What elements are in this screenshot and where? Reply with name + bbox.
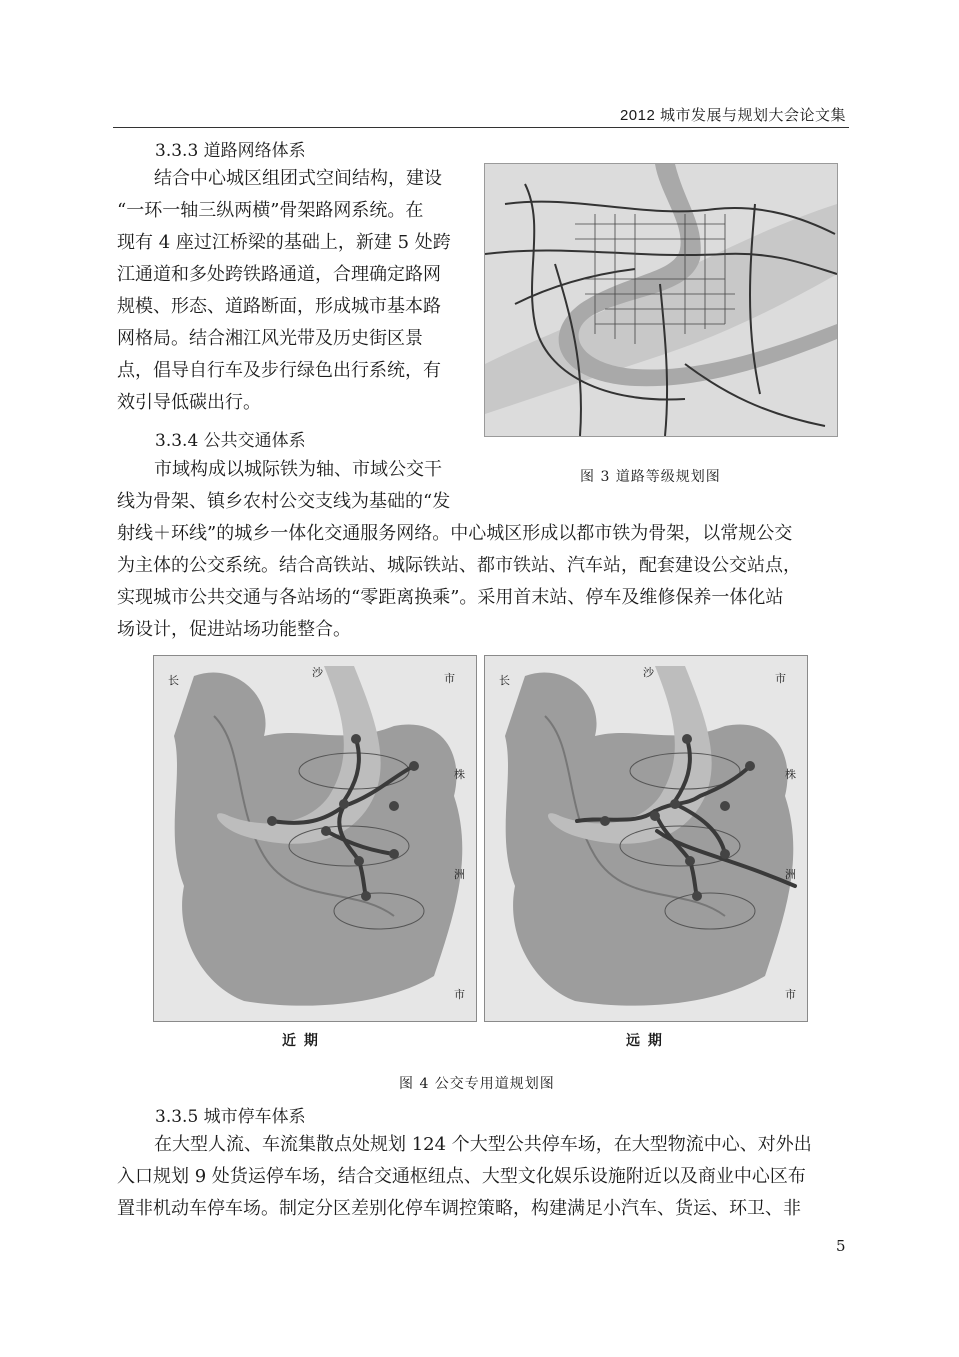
figure-3-caption: 图 3 道路等级规划图	[580, 469, 721, 485]
map-label-chang: 长	[168, 674, 179, 687]
header-rule	[113, 127, 849, 128]
running-header: 2012 城市发展与规划大会论文集	[619, 107, 846, 124]
page-number: 5	[836, 1237, 846, 1255]
paragraph-line: 规模、形态、道路断面，形成城市基本路	[117, 296, 441, 317]
paragraph-line: 为主体的公交系统。结合高铁站、城际铁站、都市铁站、汽车站，配套建设公交站点，	[117, 555, 801, 576]
paragraph-line: “一环一轴三纵两横”骨架路网系统。在	[117, 200, 424, 221]
paragraph-line: 点，倡导自行车及步行绿色出行系统，有	[117, 360, 441, 381]
road-network-map-graphic	[485, 164, 837, 436]
map-label-chang: 长	[499, 674, 510, 687]
figure-4-map-long-term	[484, 655, 808, 1022]
map-label-sha: 沙	[643, 666, 654, 679]
paragraph-line: 效引导低碳出行。	[117, 392, 261, 413]
map-label-zhou: 洲	[454, 868, 465, 881]
map-label-shi-2: 市	[454, 988, 465, 1001]
paragraph-line: 射线＋环线”的城乡一体化交通服务网络。中心城区形成以都市铁为骨架，以常规公交	[117, 523, 793, 544]
map-label-zhou: 洲	[785, 868, 796, 881]
map-label-zhu: 株	[454, 768, 465, 781]
paragraph-line: 市域构成以城际铁为轴、市域公交干	[154, 459, 442, 480]
paragraph-line: 现有 4 座过江桥梁的基础上，新建 5 处跨	[117, 232, 451, 253]
paragraph-line: 结合中心城区组团式空间结构，建设	[154, 168, 442, 189]
map-label-shi: 市	[775, 672, 786, 685]
bus-lane-map-long-term-graphic	[485, 656, 807, 1021]
section-3-3-5-paragraph	[117, 1129, 812, 1225]
paragraph-line: 实现城市公共交通与各站场的“零距离换乘”。采用首末站、停车及维修保养一体化站	[117, 587, 784, 608]
map-label-sha: 沙	[312, 666, 323, 679]
section-heading-3-3-5: 3.3.5 城市停车体系	[155, 1107, 306, 1127]
paragraph-line: 置非机动车停车场。制定分区差别化停车调控策略，构建满足小汽车、货运、环卫、非	[117, 1198, 801, 1219]
paragraph-line: 网格局。结合湘江风光带及历史街区景	[117, 328, 423, 349]
section-heading-3-3-4: 3.3.4 公共交通体系	[155, 431, 306, 451]
paragraph-line: 场设计，促进站场功能整合。	[117, 619, 351, 640]
figure-4-map-near-term	[153, 655, 477, 1022]
map-label-zhu: 株	[785, 768, 796, 781]
bus-lane-map-near-term-graphic	[154, 656, 476, 1021]
section-heading-3-3-3: 3.3.3 道路网络体系	[155, 141, 306, 161]
map-label-long-term: 远 期	[626, 1032, 664, 1048]
paragraph-line: 线为骨架、镇乡农村公交支线为基础的“发	[117, 491, 451, 512]
map-label-near-term: 近 期	[282, 1032, 320, 1048]
map-label-shi-2: 市	[785, 988, 796, 1001]
paragraph-line: 在大型人流、车流集散点处规划 124 个大型公共停车场，在大型物流中心、对外出	[154, 1134, 812, 1155]
map-label-shi: 市	[444, 672, 455, 685]
paragraph-line: 江通道和多处跨铁路通道，合理确定路网	[117, 264, 441, 285]
figure-4-caption: 图 4 公交专用道规划图	[399, 1076, 555, 1092]
paragraph-line: 入口规划 9 处货运停车场，结合交通枢纽点、大型文化娱乐设施附近以及商业中心区布	[117, 1166, 806, 1187]
figure-3-road-map	[484, 163, 838, 437]
section-3-3-3-paragraph	[117, 163, 451, 419]
